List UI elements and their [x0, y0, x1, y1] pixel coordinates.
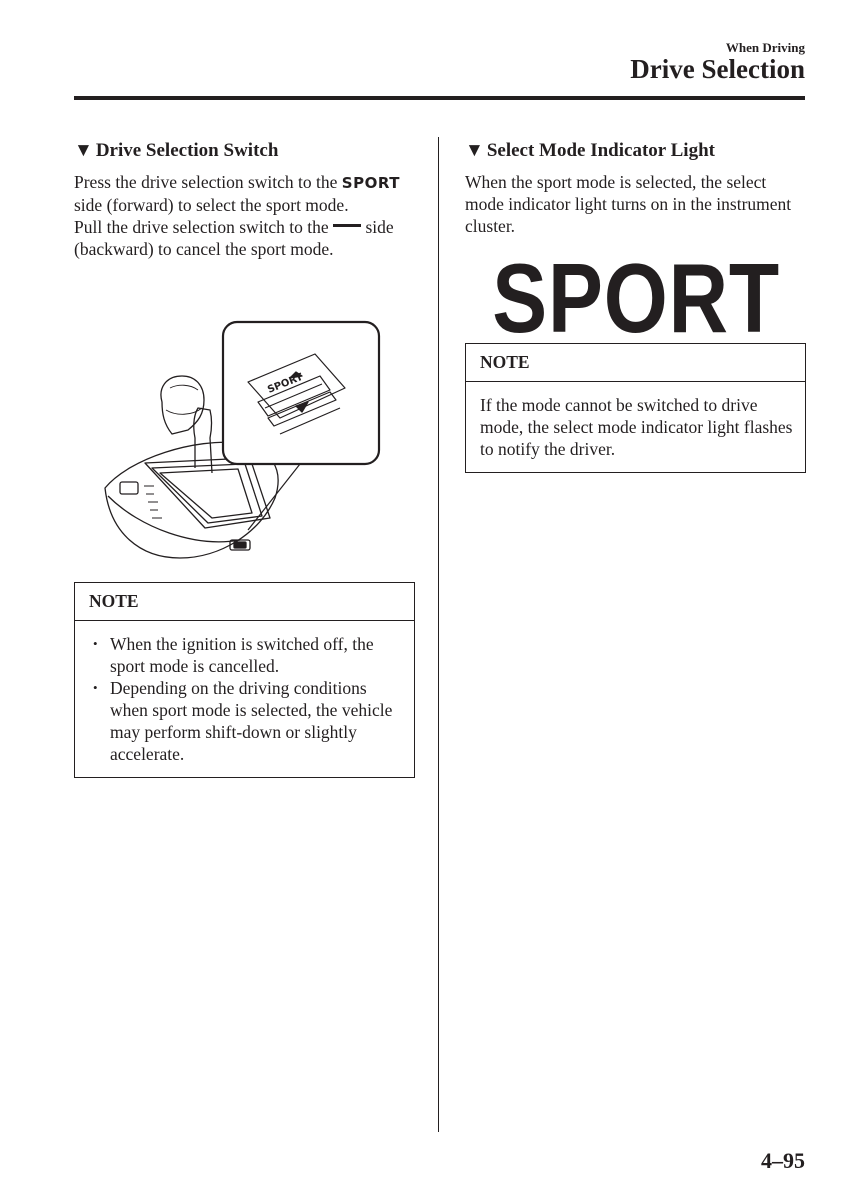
- note-body: If the mode cannot be switched to drive mode, the select mode indicator light flashes to notify the driver.: [480, 395, 793, 459]
- note-box-left: [74, 582, 415, 778]
- list-item: • When the ignition is switched off, the sport mode is cancelled.: [89, 633, 406, 677]
- select-mode-indicator-heading: [465, 140, 806, 162]
- page-title: Drive Selection: [630, 54, 805, 84]
- heading-text: Select Mode Indicator Light: [486, 140, 715, 161]
- note-list: [89, 633, 406, 765]
- drive-selection-switch-heading: [74, 140, 415, 162]
- note-title: NOTE: [466, 344, 805, 382]
- note-box-right: [465, 343, 806, 473]
- triangle-marker-icon: ▼: [74, 140, 93, 161]
- left-column: [74, 140, 415, 260]
- header-rule: [74, 96, 805, 100]
- indicator-description: When the sport mode is selected, the select mode indicator light turns on in the instrument cluster.: [465, 172, 792, 236]
- column-divider: [438, 137, 439, 1132]
- list-item: • Depending on the driving conditions when sport mode is selected, the vehicle may perform shift-down or slightly accelerate.: [89, 677, 406, 765]
- note-body: [75, 621, 414, 777]
- right-column: [465, 140, 806, 353]
- sport-indicator-symbol: SPORT: [492, 243, 781, 353]
- gear-shifter-illustration: [100, 318, 390, 578]
- page-number: 4–95: [761, 1148, 805, 1173]
- paragraph-cancel-sport: Pull the drive selection switch to the side (backward) to cancel the sport mode.: [74, 217, 394, 259]
- paragraph-select-sport: Press the drive selection switch to the SPORT side (forward) to select the sport mode.: [74, 172, 400, 215]
- triangle-marker-icon: ▼: [465, 140, 484, 161]
- dash-symbol-icon: [333, 224, 361, 227]
- sport-symbol-inline: SPORT: [341, 174, 400, 192]
- switch-sport-label: SPORT: [266, 371, 305, 396]
- heading-text: Drive Selection Switch: [95, 140, 279, 161]
- note-title: NOTE: [75, 583, 414, 621]
- header-section-label: When Driving: [725, 40, 805, 55]
